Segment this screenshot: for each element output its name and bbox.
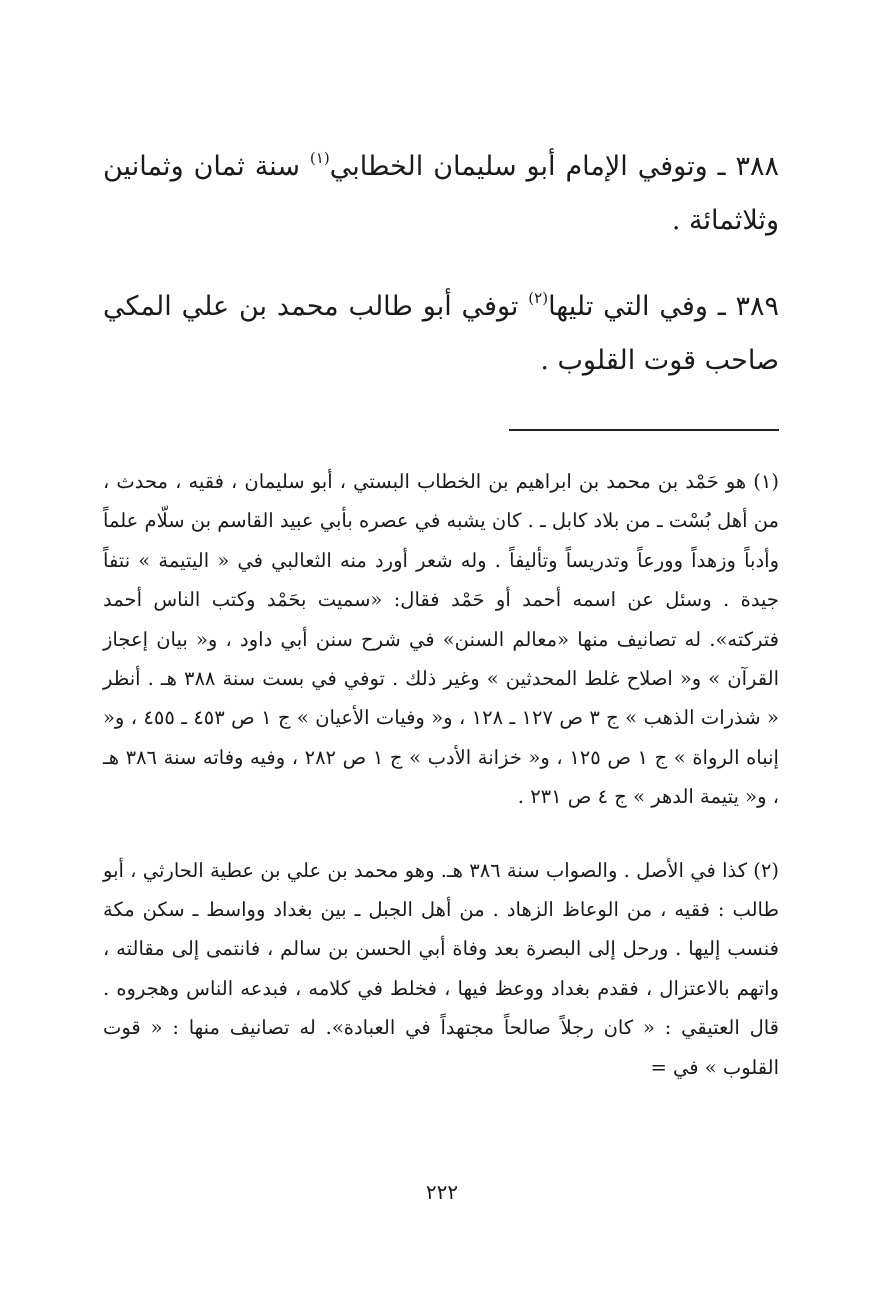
footnote-ref[interactable]: (٢) [528, 289, 549, 307]
entry-text: سنة ثمان وثمانين وثلاثمائة . [103, 151, 779, 236]
page-number: ٢٢٢ [425, 1180, 459, 1204]
entry-number: ٣٨٨ [735, 151, 780, 182]
entry-388 [103, 140, 779, 248]
footnotes [103, 462, 779, 1087]
footnote-marker: (١) [753, 470, 779, 493]
footnote-2 [103, 851, 779, 1087]
entry-text: ـ وتوفي الإمام أبو سليمان الخطابي [329, 151, 726, 182]
footnote-ref[interactable]: (١) [309, 149, 330, 167]
footnote-text: كذا في الأصل . والصواب سنة ٣٨٦ هـ. وهو محمد بن علي بن عطية الحارثي ، أبو طالب : فقيه ، من الوعاظ الزهاد . من أهل الجبل ـ بين بغداد وواسط ـ سكن مكة فنسب إليها . ورحل إلى البصرة بعد وفاة أبي الحسن بن سالم ، فانتمى إلى مقالته ، واتهم بالاعتزال ، فقدم بغداد ووعظ فيها ، فخلط في كلامه ، فبدعه الناس وهجروه . قال العتيقي : « كان رجلاً صالحاً مجتهداً في العبادة». له تصانيف منها : « قوت القلوب » في = [103, 858, 779, 1079]
entry-389 [103, 280, 779, 388]
footnote-1 [103, 462, 779, 817]
entry-number: ٣٨٩ [735, 291, 779, 322]
entry-text: ـ وفي التي تليها [548, 291, 726, 322]
footnote-divider [509, 429, 779, 431]
entry-text: توفي أبو طالب محمد بن علي المكي صاحب قوت القلوب . [103, 291, 779, 376]
main-text [103, 140, 779, 388]
footnote-text: هو حَمْد بن محمد بن ابراهيم بن الخطاب البستي ، أبو سليمان ، فقيه ، محدث ، من أهل بُسْت ـ من بلاد كابل ـ . كان يشبه في عصره بأبي عبيد القاسم بن سلّام علماً وأدباً وزهداً وورعاً وتدريساً وتأليفاً . وله شعر أورد منه الثعالبي في « اليتيمة » نتفاً جيدة . وسئل عن اسمه أحمد أو حَمْد فقال: «سميت بحَمْد وكتب الناس أحمد فتركته». له تصانيف منها «معالم السنن» في شرح سنن أبي داود ، و« بيان إعجاز القرآن » و« اصلاح غلط المحدثين » وغير ذلك . توفي في بست سنة ٣٨٨ هـ . أنظر « شذرات الذهب » ج ٣ ص ١٢٧ ـ ١٢٨ ، و« وفيات الأعيان » ج ١ ص ٤٥٣ ـ ٤٥٥ ، و« إنباه الرواة » ج ١ ص ١٢٥ ، و« خزانة الأدب » ج ١ ص ٢٨٢ ، وفيه وفاته سنة ٣٨٦ هـ ، و« يتيمة الدهر » ج ٤ ص ٢٣١ . [103, 470, 779, 809]
footnote-marker: (٢) [753, 858, 779, 882]
